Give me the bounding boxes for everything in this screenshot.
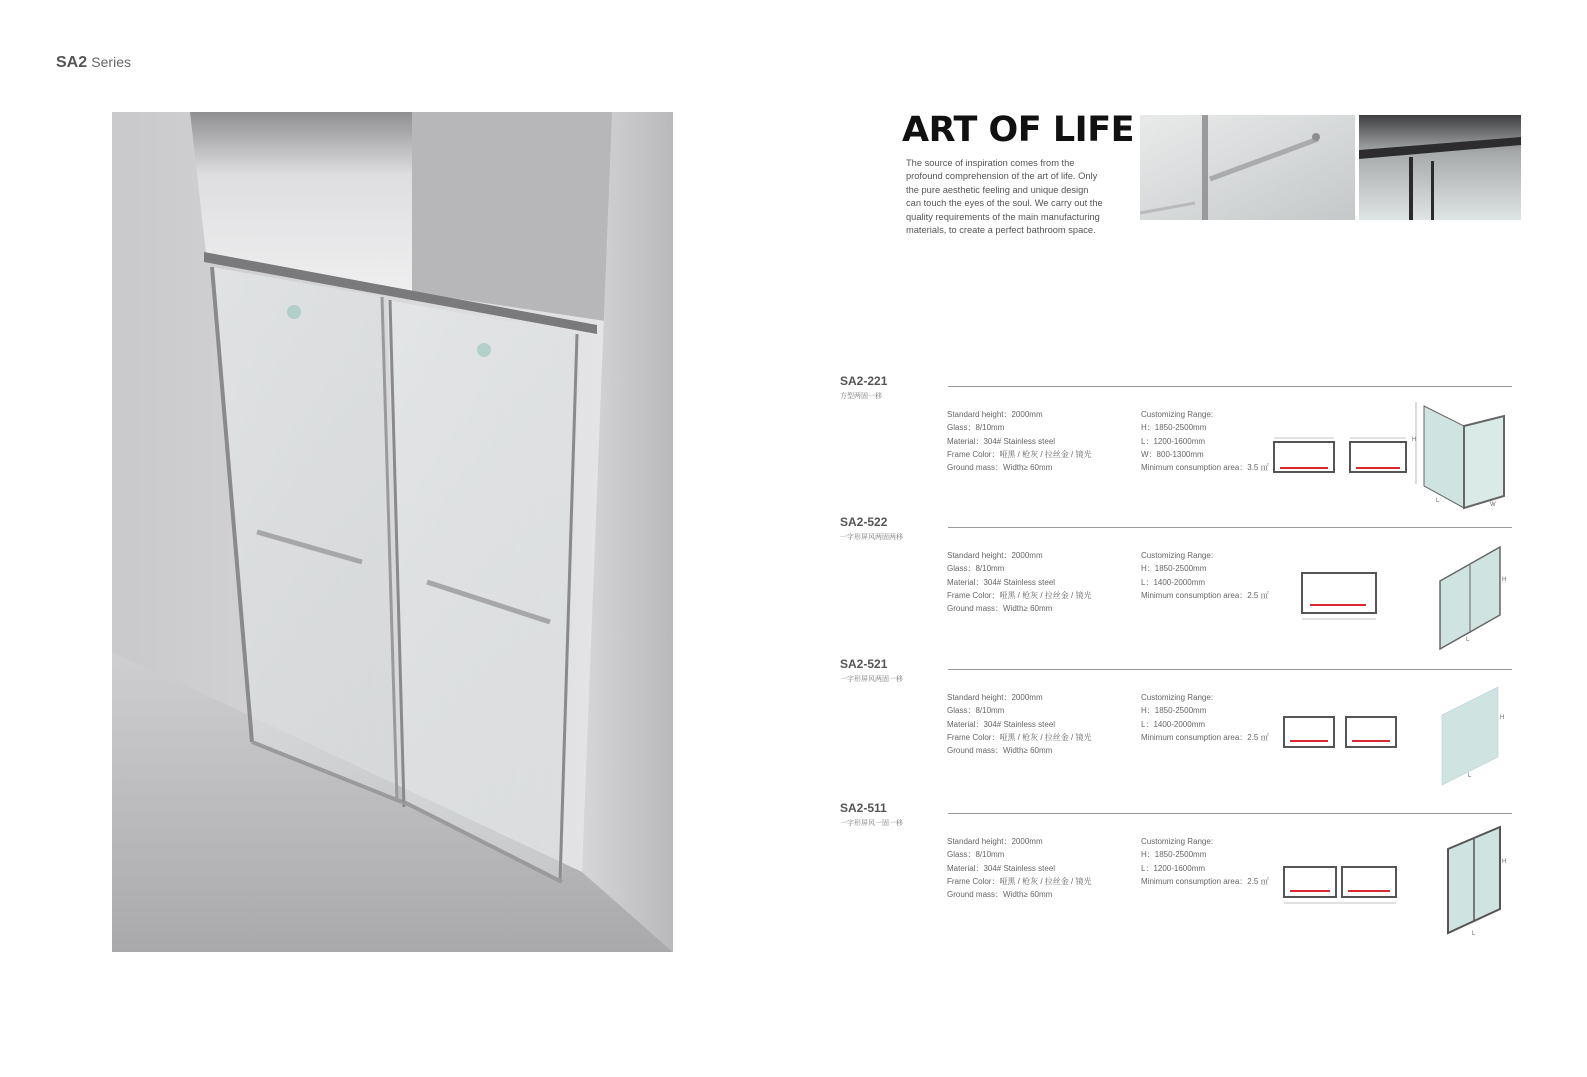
spec-item: Frame Color：哑黑 / 枪灰 / 拉丝金 / 镜光	[947, 449, 1092, 459]
divider	[948, 527, 1512, 528]
intro-line: quality requirements of the main manufacturing	[906, 211, 1100, 222]
series-code: SA2	[56, 54, 88, 71]
divider	[948, 813, 1512, 814]
custom-item: Minimum consumption area：3.5 ㎡	[1141, 463, 1269, 473]
series-heading	[56, 54, 131, 72]
custom-item: Customizing Range:	[1141, 837, 1214, 846]
dim-label-l: L	[1466, 637, 1470, 643]
iso-diagram-3	[1438, 685, 1514, 794]
spec-item: Ground mass：Width≥ 60mm	[947, 604, 1053, 614]
custom-item: H：1850-2500mm	[1141, 564, 1207, 574]
spec-item: Standard height：2000mm	[947, 693, 1043, 702]
custom-item: L：1400-2000mm	[1141, 719, 1206, 729]
spec-item: Glass：8/10mm	[947, 423, 1005, 433]
dim-label-l: L	[1436, 498, 1440, 504]
intro-title: ART OF LIFE	[902, 110, 1135, 150]
product-code: SA2-521	[840, 657, 888, 671]
dim-label-h: H	[1412, 437, 1417, 443]
product-name-cn: 一字形屏风一固一移	[840, 820, 903, 827]
custom-item: L：1200-1600mm	[1141, 436, 1206, 446]
custom-item: L：1400-2000mm	[1141, 577, 1206, 587]
spec-item: Standard height：2000mm	[947, 551, 1043, 560]
plan-diagram-4	[1282, 865, 1400, 912]
custom-item: Minimum consumption area：2.5 ㎡	[1141, 732, 1269, 742]
dim-label-l: L	[1468, 773, 1472, 779]
custom-item: Customizing Range:	[1141, 410, 1214, 419]
dim-label-h: H	[1500, 715, 1505, 721]
spec-item: Glass：8/10mm	[947, 706, 1005, 716]
handle-detail-photo	[1140, 115, 1355, 220]
iso-diagram-4	[1444, 825, 1514, 944]
product-name-cn: 一字形屏风两固一移	[840, 676, 903, 683]
dim-label-h: H	[1502, 577, 1507, 583]
custom-item: Minimum consumption area：2.5 ㎡	[1141, 590, 1269, 600]
plan-diagram-1	[1272, 436, 1420, 483]
product-name-cn: 方型两固一移	[840, 393, 882, 400]
spec-item: Glass：8/10mm	[947, 850, 1005, 860]
divider	[948, 386, 1512, 387]
spec-item: Glass：8/10mm	[947, 564, 1005, 574]
plan-diagram-3	[1282, 715, 1400, 760]
dim-label-h: H	[1502, 859, 1507, 865]
series-label: Series	[91, 54, 131, 70]
intro-line: materials, to create a perfect bathroom space.	[906, 225, 1096, 236]
intro-line: can touch the eyes of the soul. We carry out the	[906, 198, 1103, 209]
custom-range-list	[1141, 549, 1269, 602]
product-code: SA2-221	[840, 374, 888, 388]
product-sa2-511	[840, 801, 1520, 941]
plan-diagram-2	[1300, 571, 1378, 628]
spec-item: Material：304# Stainless steel	[947, 719, 1056, 729]
spec-item: Standard height：2000mm	[947, 837, 1043, 846]
spec-item: Material：304# Stainless steel	[947, 863, 1056, 873]
product-sa2-522	[840, 515, 1520, 655]
product-sa2-221	[840, 374, 1520, 514]
product-code: SA2-522	[840, 515, 888, 529]
product-code: SA2-511	[840, 801, 887, 815]
spec-list	[947, 691, 1091, 757]
divider	[948, 669, 1512, 670]
iso-diagram-1	[1412, 396, 1516, 519]
spec-item: Standard height：2000mm	[947, 410, 1043, 419]
custom-item: H：1850-2500mm	[1141, 706, 1207, 716]
spec-item: Frame Color：哑黑 / 枪灰 / 拉丝金 / 镜光	[947, 732, 1092, 742]
custom-range-list	[1141, 835, 1269, 888]
custom-range-list	[1141, 691, 1269, 744]
intro-line: profound comprehension of the art of life. Only	[906, 171, 1098, 182]
spec-list	[947, 408, 1091, 474]
custom-item: Customizing Range:	[1141, 551, 1214, 560]
dim-label-l: L	[1472, 931, 1476, 937]
rail-detail-photo	[1359, 115, 1521, 220]
intro-line: The source of inspiration comes from the	[906, 158, 1075, 168]
intro-line: the pure aesthetic feeling and unique design	[906, 184, 1089, 195]
dim-label-w: W	[1490, 502, 1496, 508]
custom-item: Customizing Range:	[1141, 693, 1214, 702]
custom-item: H：1850-2500mm	[1141, 423, 1207, 433]
spec-item: Material：304# Stainless steel	[947, 436, 1056, 446]
product-sa2-521	[840, 657, 1520, 797]
custom-item: Minimum consumption area：2.5 ㎡	[1141, 876, 1269, 886]
spec-item: Frame Color：哑黑 / 枪灰 / 拉丝金 / 镜光	[947, 590, 1092, 600]
custom-item: L：1200-1600mm	[1141, 863, 1206, 873]
shower-door-photo	[112, 112, 673, 952]
spec-item: Ground mass：Width≥ 60mm	[947, 463, 1053, 473]
custom-item: H：1850-2500mm	[1141, 850, 1207, 860]
spec-item: Ground mass：Width≥ 60mm	[947, 890, 1053, 900]
spec-list	[947, 549, 1091, 615]
custom-item: W：800-1300mm	[1141, 449, 1204, 459]
spec-item: Material：304# Stainless steel	[947, 577, 1056, 587]
spec-item: Frame Color：哑黑 / 枪灰 / 拉丝金 / 镜光	[947, 876, 1092, 886]
intro-text	[906, 157, 1111, 237]
spec-list	[947, 835, 1091, 901]
custom-range-list	[1141, 408, 1269, 474]
spec-item: Ground mass：Width≥ 60mm	[947, 746, 1053, 756]
product-name-cn: 一字形屏风两固两移	[840, 534, 903, 541]
iso-diagram-2	[1434, 541, 1510, 658]
